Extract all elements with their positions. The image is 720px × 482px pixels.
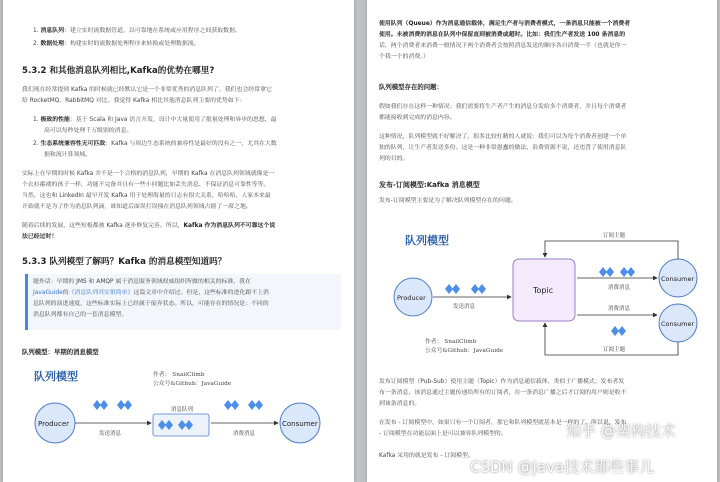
subscribe-label: 订阅主题 [603, 347, 626, 353]
list-item: 2. 数据处理：构建实时的流数据处理程序来转换或处理数据流。 [33, 41, 200, 47]
subsection-heading: 队列模型存在的问题： [379, 83, 443, 91]
paragraph-line: 给 RocketMQ、RabbitMQ 对比。我觉得 Kafka 相比其他消息队列主要的优势如下： [22, 98, 246, 104]
paragraph-line: - 订阅模型在功能层面上是可以兼容队列模型的。 [379, 431, 507, 437]
consume-label: 消费消息 [608, 306, 631, 312]
paragraph-line: 当然，这也和 LinkedIn 最早开发 Kafka 用于处理海量的日志有很大关系，哈哈哈，人家本来最 [22, 193, 271, 199]
paragraph-line: 发布-订阅模型主要是为了解决队列模型存在的问题。 [379, 198, 517, 204]
author-line: 作者： SnailClimb [153, 372, 205, 378]
paragraph-line: 使用。未被消费的消息在队列中保留直到被消费或超时。比如：我们生产者发送 100 条消息的 [379, 32, 626, 38]
consumer-label-2: Consumer [661, 320, 695, 328]
note-line: 消息队列都有自己的一套消息模型。 [33, 312, 128, 318]
diagram-title: 队列模型 [405, 234, 449, 247]
section-heading: 5.3.3 队列模型了解吗？Kafka 的消息模型知道吗？ [22, 257, 227, 267]
producer-label: Producer [397, 294, 426, 302]
paragraph-line: 随着后续的发展，这些短板都被 Kafka 逐步修复完善。所以，Kafka 作为消息队列不可靠这个说 [22, 223, 276, 229]
list-item: 1. 消息队列：建立实时流数据管道，以可靠地在系统或应用程序之间获取数据。 [33, 28, 241, 34]
consumer-label: Consumer [282, 420, 318, 428]
note-line: 题外话：早期的 JMS 和 AMQP 属于消息服务领域权威组织所做的相关的标准，我在 [33, 279, 251, 285]
right-page [367, 0, 717, 482]
paragraph-line: 这种情况，队列模型就不好解决了。很多比较杠精的人就说：我们可以为每个消费者创建一个单 [379, 134, 627, 140]
paragraph-line: 我们现在经常提到 Kafka 的时候就已经默认它是一个非常优秀的消息队列了，我们也会经常拿它 [22, 87, 272, 93]
paragraph-line: Kafka 采用的就是发布 - 订阅模型。 [379, 453, 474, 459]
paragraph-line: 独的队列，让生产者发送多份。这是一种非常愚蠢的做法，浪费资源不说，还违背了使用消息队 [379, 145, 627, 151]
subscribe-label: 订阅主题 [603, 233, 626, 239]
paragraph-line: 布一条消息，该消息通过主题传递给所有的订阅者，在一条消息广播之后才订阅的用户则是收不 [379, 390, 627, 396]
author-line: 公众号&Github：JavaGuide [153, 381, 232, 387]
subsection-heading: 发布-订阅模型:Kafka 消息模型 [379, 181, 480, 189]
paragraph-line: 实际上在早期的时候 Kafka 并不是一个合格的消息队列，早期的 Kafka 在消息队列领域就像是一 [22, 171, 275, 177]
article-link[interactable]: 《消息队列其实很简单》 [68, 290, 134, 296]
note-line: 息队列的演进速度，这些标准实际上已经属于废弃状态。所以，可能存在的情况是：不同的 [33, 301, 269, 307]
paragraph-line: 到该条消息的。 [379, 401, 421, 407]
pubsub-model-diagram [367, 215, 717, 365]
consumer-label-1: Consumer [661, 275, 695, 283]
author-line: 作者： SnailClimb [425, 339, 477, 345]
paragraph-line: 假如我们存在这样一种情况：我们需要将生产者产生的消息分发给多个消费者，并且每个消费者 [379, 104, 627, 110]
list-item-cont: 高可以每秒处理千万级别的消息。 [44, 128, 133, 134]
author-line: 公众号&Github：JavaGuide [425, 348, 504, 354]
list-item: 1. 极致的性能：基于 Scala 和 Java 语言开发，设计中大量使用了批量处理和异步的思想，最 [33, 117, 277, 123]
consume-label: 消费消息 [608, 285, 631, 291]
csdn-watermark: CSDN @Java技术那些事儿 [470, 458, 655, 476]
zhihu-watermark: 知乎 @架构技术 [566, 422, 676, 440]
diagram-title: 队列模型 [34, 370, 78, 383]
paragraph-line: 法已经过时！ [22, 234, 58, 240]
queue-model-diagram [3, 395, 354, 482]
list-item: 2. 生态系统兼容性无可匹敌：Kafka 与周边生态系统的兼容性是最好的没有之一，尤其在大数 [33, 141, 277, 147]
send-label: 发送消息 [453, 304, 476, 310]
paragraph-line: 个衣衫褴褛的孩子一样，功能不完备并且有一些小问题比如丢失消息、不保证消息可靠性等等。 [22, 182, 270, 188]
producer-label: Producer [38, 420, 70, 428]
left-page [3, 0, 354, 482]
paragraph-line: 都能接收到完成的消息内容。 [379, 115, 456, 121]
consume-label: 消费消息 [233, 431, 256, 437]
subsection-heading: 队列模型：早期的消息模型 [22, 348, 99, 356]
paragraph-line: 开始就不是为了作为消息队列滴，谁知道后面误打误撞在消息队列领域占据了一席之地。 [22, 204, 252, 210]
list-item-cont: 据和流计算领域。 [44, 152, 92, 158]
section-heading: 5.3.2 和其他消息队列相比,Kafka的优势在哪里? [22, 66, 215, 76]
paragraph-line: 列的目的。 [379, 156, 409, 162]
queue-label: 消息队列 [171, 407, 194, 413]
paragraph-line: 发布订阅模型（Pub-Sub）使用主题（Topic）作为消息通信载体，类似于广播模式；发布者发 [379, 379, 625, 385]
note-line: JavaGuide的《消息队列其实很简单》这篇文章中介绍过。但是，这些标准的进化跟不上消 [33, 290, 269, 296]
paragraph-line: 个我一个的消费。） [379, 54, 430, 60]
paragraph-line: 话，两个消费者来消费一般情况下两个消费者会按照消息发送的顺序各自消费一半（也就是你一 [379, 43, 627, 49]
javaguide-link[interactable]: JavaGuide [33, 290, 63, 296]
paragraph-line: 使用队列（Queue）作为消息通信载体，满足生产者与消费者模式，一条消息只能被一个消费者 [379, 21, 631, 27]
topic-label: Topic [533, 286, 554, 295]
paragraph-line: 在发布 - 订阅模型中，如果只有一个订阅者，那它和队列模型就基本是一样的了。所以说，发布 [379, 420, 627, 426]
send-label: 发送消息 [99, 431, 122, 437]
